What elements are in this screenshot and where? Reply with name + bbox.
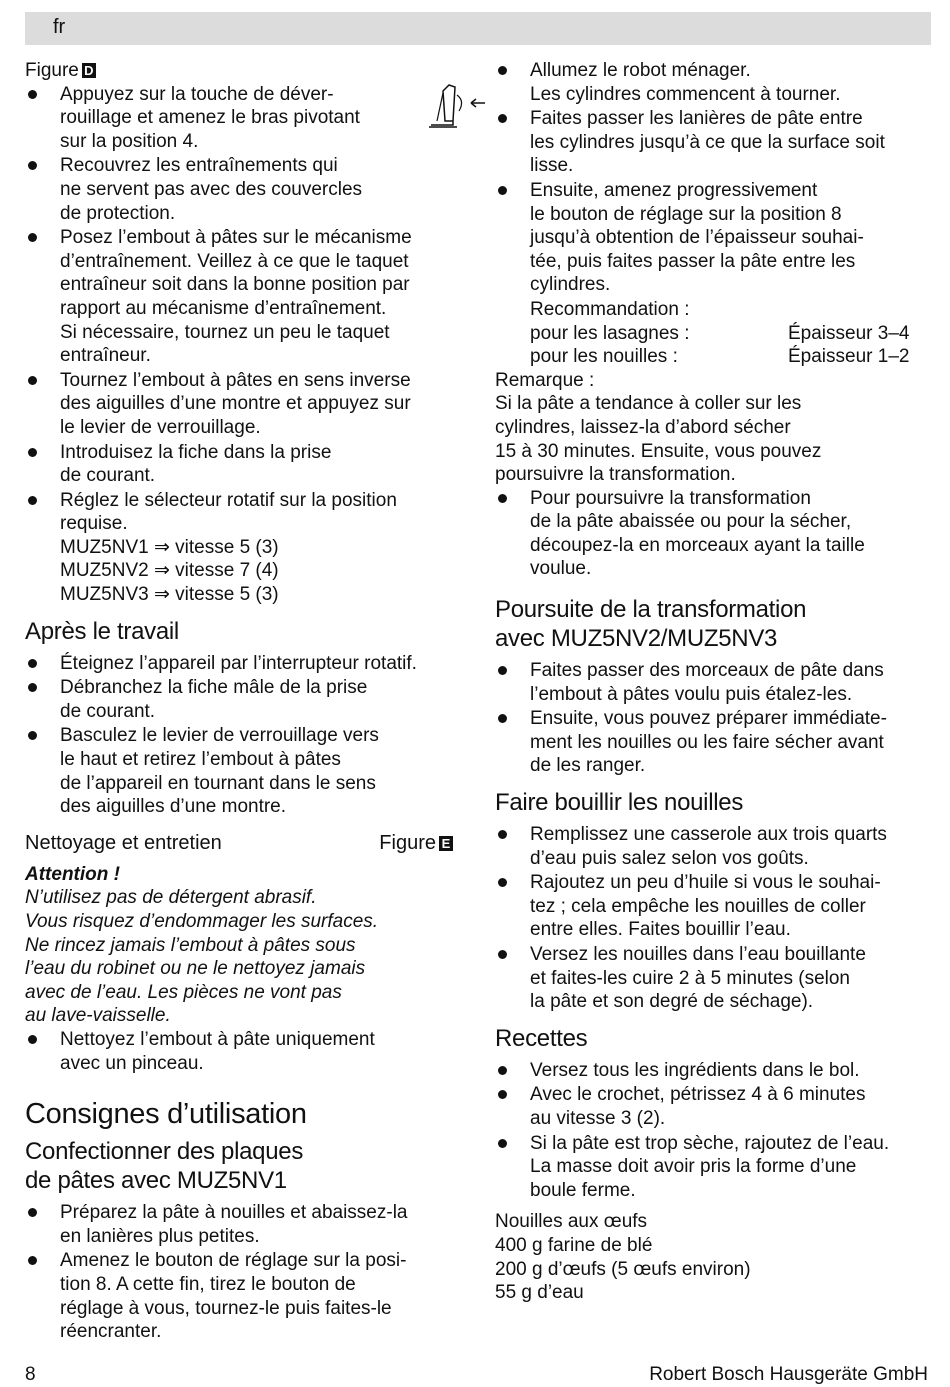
text-line: cylindres, laissez-la d’abord sécher [495,416,791,438]
figure-e-label: Figure E [379,831,453,855]
list-item: Faites passer des morceaux de pâte dans l’embout à pâtes voulu puis étalez-les. [495,659,930,706]
page-number: 8 [25,1364,36,1385]
list-item: Débranchez la fiche mâle de la prise de courant. [25,676,465,723]
list-item: Versez tous les ingrédients dans le bol. [495,1059,930,1083]
list-item: Tournez l’embout à pâtes en sens inverse des aiguilles d’une montre et appuyez sur le levier de verrouillage. [25,369,465,440]
list-item: Pour poursuivre la transformation de la pâte abaissée ou pour la sécher, découpez-la en morceaux ayant la taille voulue. [495,487,930,581]
pursuit-steps [495,659,930,778]
attention-text [25,886,465,1028]
text-line: 55 g d’eau [495,1282,584,1304]
text-line: avec de l’eau. Les pièces ne vont pas [25,981,342,1003]
list-item: Appuyez sur la touche de déver- rouillage et amenez le bras pivotant sur la position 4. [25,83,465,154]
attention-heading: Attention ! [25,863,120,885]
list-item: Éteignez l’appareil par l’interrupteur rotatif. [25,652,465,676]
list-item: Recouvrez les entraînements qui ne servent pas avec des couvercles de protection. [25,154,465,225]
list-item: Posez l’embout à pâtes sur le mécanisme d’entraînement. Veillez à ce que le taquet entraîneur soit dans la bonne position par rapport au mécanisme d’entraînement. Si nécessaire, tournez un peu le taquet entraîneur. [25,226,465,368]
list-item: Allumez le robot ménager. Les cylindres commencent à tourner. [495,59,930,106]
rolling-steps [495,59,930,297]
language-code: fr [53,16,66,38]
text-line: poursuivre la transformation. [495,464,736,486]
egg-noodles-ingredients [495,1234,930,1305]
text-line: au lave-vaisselle. [25,1005,171,1027]
remark-text [495,392,930,486]
list-item: Introduisez la fiche dans la prise de courant. [25,441,465,488]
remark-heading: Remarque : [495,369,595,391]
list-item: Amenez le bouton de réglage sur la posi- tion 8. A cette fin, tirez le bouton de réglage à vous, tournez-le puis faites-le réencranter. [25,1249,465,1343]
list-item: Basculez le levier de verrouillage vers le haut et retirez l’embout à pâtes de l’appareil en tournant dans le sens des aiguilles d’une montre. [25,724,465,818]
text-line: l’eau du robinet ou ne le nettoyez jamais [25,958,366,980]
egg-noodles-heading: Nouilles aux œufs [495,1211,648,1233]
boil-heading: Faire bouillir les nouilles [495,789,744,817]
recommendation-row: pour les nouilles : Épaisseur 1–2 [530,346,910,368]
recommendation-row: pour les lasagnes : Épaisseur 3–4 [530,322,910,344]
usage-heading: Consignes d’utilisation [25,1098,307,1131]
company-name: Robert Bosch Hausgeräte GmbH [649,1364,928,1385]
text-line: 15 à 30 minutes. Ensuite, vous pouvez [495,440,822,462]
figure-d-steps [25,83,465,607]
list-item: Remplissez une casserole aux trois quarts d’eau puis salez selon vos goûts. [495,823,930,870]
figure-d-label: Figure D [25,59,465,83]
boil-steps [495,823,930,1014]
plates-heading: Confectionner des plaques de pâtes avec MUZ5NV1 [25,1138,304,1195]
cleaning-header [25,831,453,855]
language-bar [25,12,931,45]
cleaning-heading: Nettoyage et entretien [25,831,222,854]
after-work-steps [25,652,465,819]
list-item: Si la pâte est trop sèche, rajoutez de l’eau. La masse doit avoir pris la forme d’une boule ferme. [495,1132,930,1203]
text-line: Vous risquez d’endommager les surfaces. [25,911,379,932]
text-line: 400 g farine de blé [495,1234,653,1256]
pursuit-heading: Poursuite de la transformation avec MUZ5NV2/MUZ5NV3 [495,596,807,653]
recommendation-block [495,298,930,369]
right-column [495,59,930,1305]
list-item: Faites passer les lanières de pâte entre les cylindres jusqu’à ce que la surface soit lisse. [495,107,930,178]
left-column [25,59,465,1345]
list-item: Ensuite, amenez progressivement le bouton de réglage sur la position 8 jusqu’à obtention de l’épaisseur souhai- tée, puis faites passer la pâte entre les cylindres. [495,179,930,297]
recipes-steps [495,1059,930,1203]
after-work-heading: Après le travail [25,617,179,645]
list-item: Réglez le sélecteur rotatif sur la position requise. MUZ5NV1 ⇒ vitesse 5 (3) MUZ5NV2 ⇒ vitesse 7 (4) MUZ5NV3 ⇒ vitesse 5 (3) [25,489,465,607]
text-line: Ne rincez jamais l’embout à pâtes sous [25,934,356,956]
cutting-steps [495,487,930,581]
text-line: 200 g d’œufs (5 œufs environ) [495,1258,751,1280]
list-item: Préparez la pâte à nouilles et abaissez-la en lanières plus petites. [25,1201,465,1248]
list-item: Rajoutez un peu d’huile si vous le souhai- tez ; cela empêche les nouilles de coller entre elles. Faites bouillir l’eau. [495,871,930,942]
text-line: Si la pâte a tendance à coller sur les [495,393,802,415]
cleaning-steps [25,1028,465,1075]
list-item: Avec le crochet, pétrissez 4 à 6 minutes au vitesse 3 (2). [495,1083,930,1130]
recommendation-label: Recommandation : [530,298,690,320]
plates-steps [25,1201,465,1344]
recipes-heading: Recettes [495,1024,588,1052]
list-item: Versez les nouilles dans l’eau bouillante et faites-les cuire 2 à 5 minutes (selon la pâte et son degré de séchage). [495,943,930,1014]
list-item: Nettoyez l’embout à pâte uniquement avec un pinceau. [25,1028,465,1075]
list-item: Ensuite, vous pouvez préparer immédiate- ment les nouilles ou les faire sécher avant de les ranger. [495,707,930,778]
text-line: N’utilisez pas de détergent abrasif. [25,887,317,909]
